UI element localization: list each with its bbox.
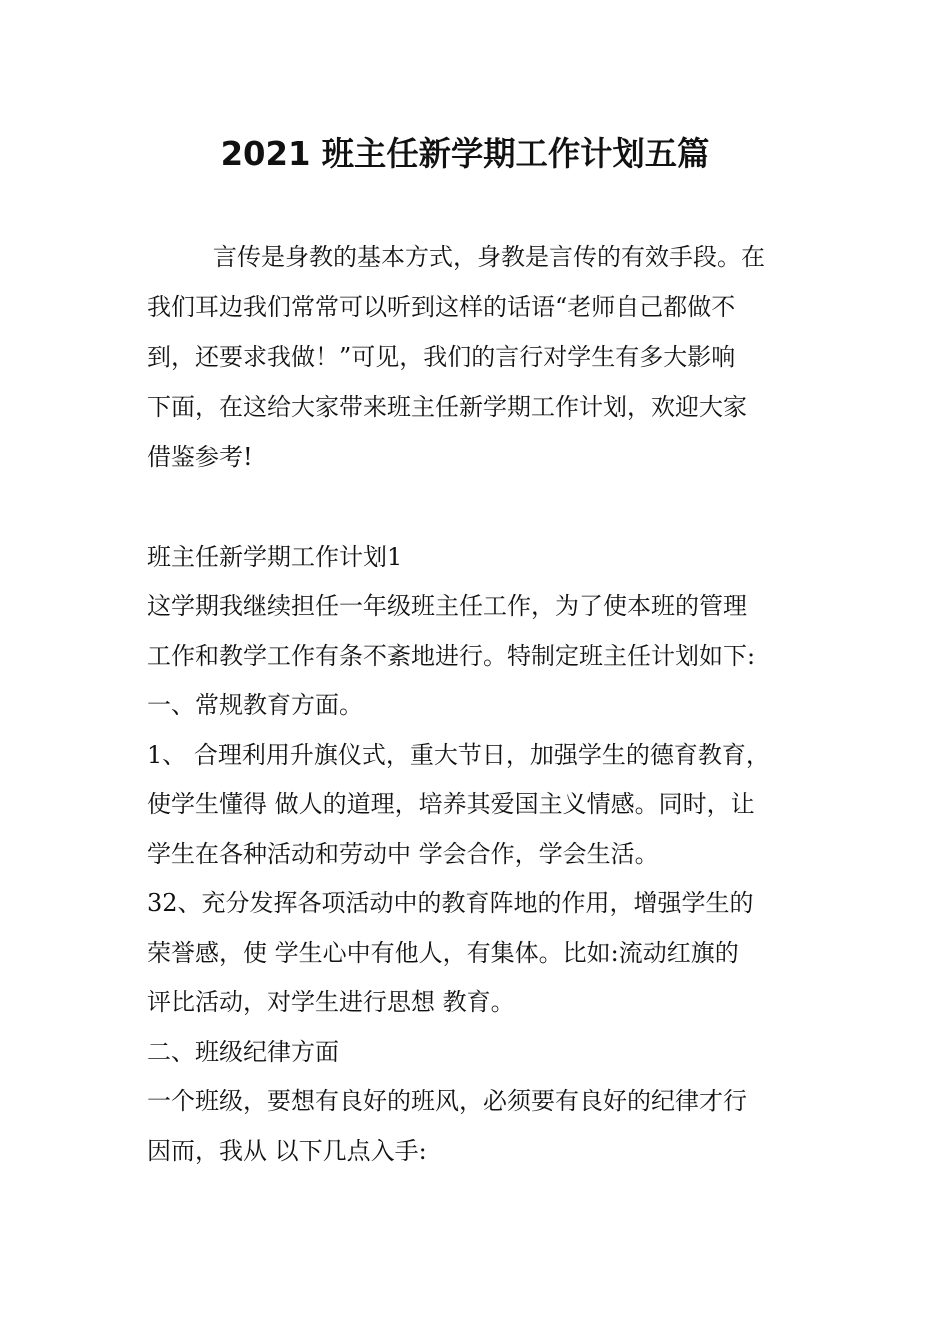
body-line-8: 评比活动，对学生进行思想 教育。 [147, 988, 515, 1016]
intro-line-1: 言传是身教的基本方式，身教是言传的有效手段。在 [213, 243, 765, 271]
subheading-class-discipline: 二、班级纪律方面 [147, 1038, 339, 1066]
body-line-1: 这学期我继续担任一年级班主任工作，为了使本班的管理 [147, 592, 747, 620]
intro-line-4: 下面，在这给大家带来班主任新学期工作计划，欢迎大家 [147, 393, 747, 421]
subheading-routine-education: 一、常规教育方面。 [147, 691, 363, 719]
body-line-7: 荣誉感，使 学生心中有他人，有集体。比如:流动红旗的 [147, 939, 739, 967]
body-line-9: 一个班级，要想有良好的班风，必须要有良好的纪律才行 [147, 1087, 747, 1115]
body-line-2: 工作和教学工作有条不紊地进行。特制定班主任计划如下: [147, 642, 756, 670]
body-line-3: 1、 合理利用升旗仪式，重大节日，加强学生的德育教育， [147, 741, 770, 769]
body-line-6: 32、充分发挥各项活动中的教育阵地的作用，增强学生的 [147, 889, 754, 917]
intro-line-5: 借鉴参考! [147, 443, 253, 471]
body-line-4: 使学生懂得 做人的道理，培养其爱国主义情感。同时，让 [147, 790, 755, 818]
document-title: 2021 班主任新学期工作计划五篇 [220, 134, 710, 173]
intro-line-2: 我们耳边我们常常可以听到这样的话语“老师自己都做不 [147, 293, 736, 321]
section-heading-plan-1: 班主任新学期工作计划1 [147, 543, 403, 571]
intro-line-3: 到，还要求我做！”可见，我们的言行对学生有多大影响 [147, 343, 736, 371]
body-line-10: 因而，我从 以下几点入手: [147, 1137, 427, 1165]
body-line-5: 学生在各种活动和劳动中 学会合作，学会生活。 [147, 840, 659, 868]
